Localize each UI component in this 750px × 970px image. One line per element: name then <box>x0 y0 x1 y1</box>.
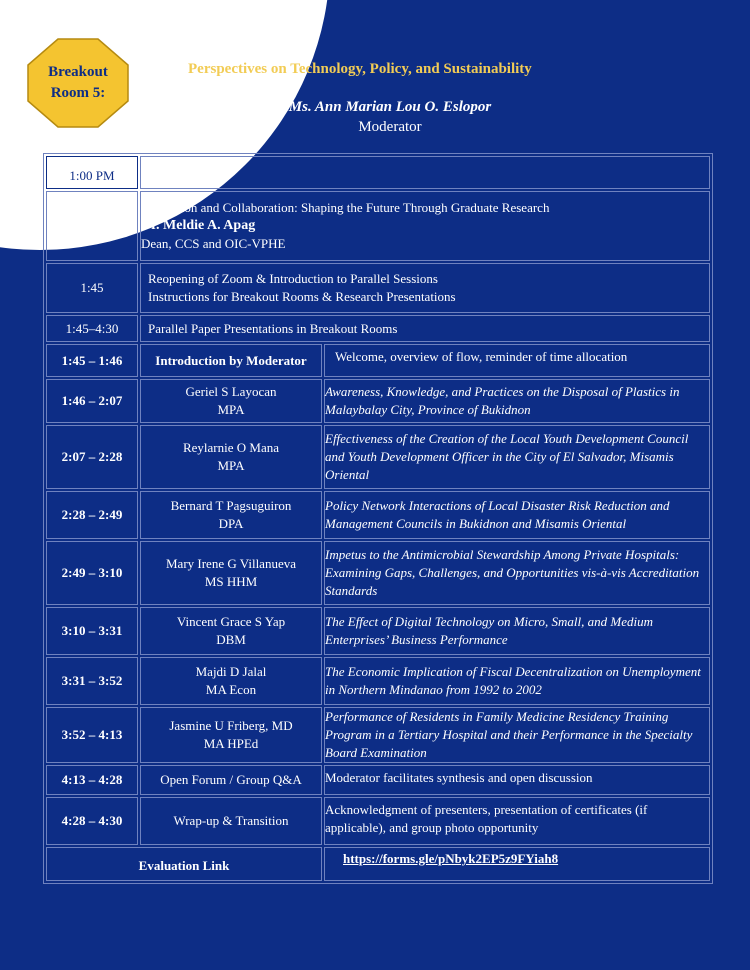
presenter-name: Vincent Grace S Yap <box>176 614 286 629</box>
table-row <box>46 344 710 377</box>
paper-title: The Economic Implication of Fiscal Decentralization on Unemployment in Northern Mindanao from 1992 to 2002 <box>324 657 710 705</box>
time-cell: 1:46 – 2:07 <box>46 379 138 423</box>
time-cell: 4:28 – 4:30 <box>46 797 138 845</box>
segment-label: Open Forum / Group Q&A <box>140 765 322 795</box>
table-row <box>46 607 710 655</box>
paper-title: Awareness, Knowledge, and Practices on the Disposal of Plastics in Malaybalay City, Province of Bukidnon <box>324 379 710 423</box>
segment-label: Wrap-up & Transition <box>140 797 322 845</box>
table-row <box>46 657 710 705</box>
badge-line-1: Breakout <box>48 64 108 80</box>
segment-description: Moderator facilitates synthesis and open discussion <box>324 765 710 795</box>
table-row <box>46 263 710 313</box>
presenter-degree: MPA <box>217 458 245 473</box>
session-title: Perspectives on Technology, Policy, and Sustainability <box>188 61 532 77</box>
time-cell: 4:13 – 4:28 <box>46 765 138 795</box>
time-cell: 2:49 – 3:10 <box>46 541 138 605</box>
paper-title: Impetus to the Antimicrobial Stewardship Among Private Hospitals: Examining Gaps, Challenges, and Opportunities vis-à-vis Accreditation Standards <box>324 541 710 605</box>
paper-title: Effectiveness of the Creation of the Local Youth Development Council and Youth Development Officer in the City of El Salvador, Misamis Oriental <box>324 425 710 489</box>
time-cell: 1:45 – 1:46 <box>46 344 138 377</box>
table-row <box>46 491 710 539</box>
presenter-cell <box>140 607 322 655</box>
presenter-cell <box>140 379 322 423</box>
presenter-degree: MA Econ <box>205 682 257 697</box>
event-cell: Zoom Opens <box>140 156 710 189</box>
time-cell: 2:28 – 2:49 <box>46 491 138 539</box>
evaluation-link[interactable]: https://forms.gle/pNbyk2EP5z9FYiah8 <box>343 851 559 866</box>
presenter-name: Reylarnie O Mana <box>182 440 280 455</box>
event-line-2: Instructions for Breakout Rooms & Research Presentations <box>148 289 456 304</box>
event-cell <box>140 191 710 261</box>
presenter-degree: MPA <box>217 402 245 417</box>
time-cell: 3:31 – 3:52 <box>46 657 138 705</box>
presenter-name: Jasmine U Friberg, MD <box>169 718 293 733</box>
talk-title: Innovation and Collaboration: Shaping the Future Through Graduate Research <box>141 200 550 215</box>
time-cell: 2:07 – 2:28 <box>46 425 138 489</box>
time-cell: 1:45–4:30 <box>46 315 138 342</box>
table-row <box>46 379 710 423</box>
table-row <box>46 156 710 189</box>
event-cell: Parallel Paper Presentations in Breakout Rooms <box>140 315 710 342</box>
table-row <box>46 541 710 605</box>
speaker-position: Dean, CCS and OIC-VPHE <box>141 236 286 251</box>
presenter-cell <box>140 657 322 705</box>
presenter-name: Bernard T Pagsuguiron <box>170 498 292 513</box>
presenter-degree: MA HPEd <box>203 736 259 751</box>
presenter-cell <box>140 707 322 763</box>
time-cell: 1:30 <box>46 191 138 261</box>
table-row <box>46 707 710 763</box>
presenter-cell <box>140 541 322 605</box>
presenter-degree: DBM <box>216 632 246 647</box>
table-row <box>46 797 710 845</box>
presenter-cell <box>140 425 322 489</box>
event-cell <box>140 263 710 313</box>
segment-description: Acknowledgment of presenters, presentation of certificates (if applicable), and group photo opportunity <box>324 797 710 845</box>
presenter-name: Majdi D Jalal <box>195 664 267 679</box>
segment-label: Introduction by Moderator <box>140 344 322 377</box>
table-row <box>46 847 710 881</box>
table-row <box>46 191 710 261</box>
paper-title: Policy Network Interactions of Local Disaster Risk Reduction and Management Councils in Bukidnon and Misamis Oriental <box>324 491 710 539</box>
time-cell: 3:10 – 3:31 <box>46 607 138 655</box>
presenter-degree: MS HHM <box>204 574 258 589</box>
presenter-name: Geriel S Layocan <box>185 384 277 399</box>
segment-description: Welcome, overview of flow, reminder of time allocation <box>324 344 710 377</box>
paper-title: Performance of Residents in Family Medicine Residency Training Program in a Tertiary Hospital and their Performance in the Specialty Board Examination <box>324 707 710 763</box>
table-row <box>46 425 710 489</box>
speaker-name: Dr. Meldie A. Apag <box>141 218 256 233</box>
presenter-cell <box>140 491 322 539</box>
evaluation-cell <box>324 847 710 881</box>
evaluation-label: Evaluation Link <box>46 847 322 881</box>
badge-line-2: Room 5: <box>50 85 106 101</box>
paper-title: The Effect of Digital Technology on Micro, Small, and Medium Enterprises’ Business Performance <box>324 607 710 655</box>
schedule-table <box>43 153 713 884</box>
table-row <box>46 765 710 795</box>
moderator-name: Ms. Ann Marian Lou O. Eslopor <box>288 99 492 115</box>
time-cell: 1:45 <box>46 263 138 313</box>
presenter-degree: DPA <box>218 516 244 531</box>
moderator-role: Moderator <box>358 119 422 135</box>
time-cell: 3:52 – 4:13 <box>46 707 138 763</box>
presenter-name: Mary Irene G Villanueva <box>165 556 296 571</box>
time-cell: 1:00 PM <box>46 156 138 189</box>
table-row <box>46 315 710 342</box>
event-line-1: Reopening of Zoom & Introduction to Parallel Sessions <box>148 271 438 286</box>
